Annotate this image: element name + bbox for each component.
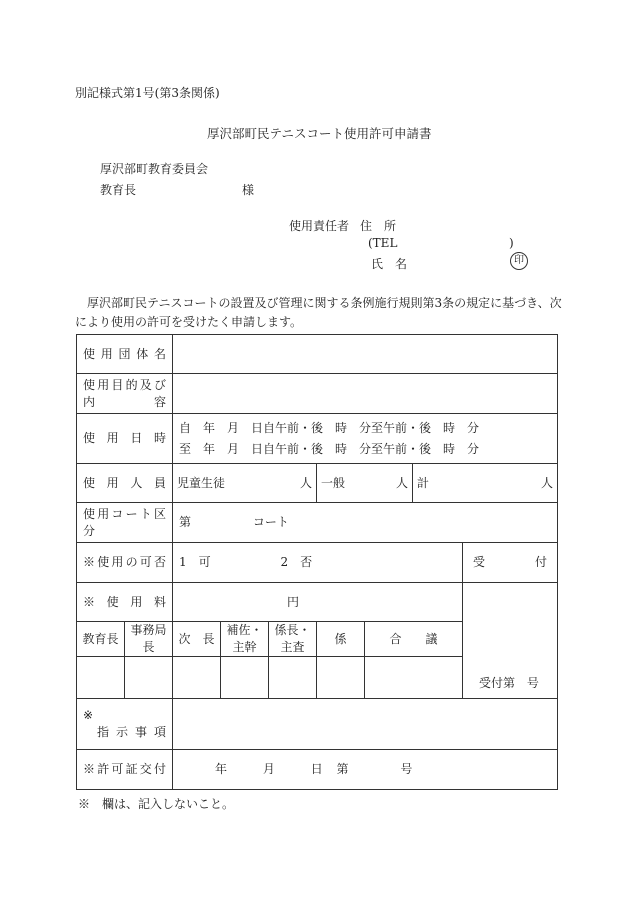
- row-fee: [77, 583, 558, 622]
- stamp-box: [221, 657, 269, 699]
- datetime-line1: 自 年 月 日自午前・後 時 分至午前・後 時 分: [179, 420, 480, 435]
- applicant-tel-open: (TEL: [368, 236, 398, 250]
- receipt-header: [463, 543, 558, 583]
- permit-day: 日: [310, 762, 323, 776]
- receipt-no-label: 受付第: [479, 676, 516, 690]
- group-name-field[interactable]: [173, 335, 558, 374]
- approver-6-line1: 合 議: [389, 631, 438, 646]
- approver-header: [365, 622, 463, 657]
- approver-header: [173, 622, 221, 657]
- people-total-unit: 人: [541, 475, 554, 490]
- people-general-label: 一般: [321, 475, 346, 490]
- fee-unit: 円: [287, 594, 300, 609]
- receipt-no-unit: 号: [526, 676, 539, 690]
- court-field[interactable]: [173, 503, 558, 543]
- seal-mark: 印: [510, 252, 528, 270]
- purpose-label-2a: 内: [83, 394, 96, 409]
- applicant-address-label: 住 所: [360, 219, 397, 233]
- applicant-role-label: 使用責任者: [289, 219, 350, 233]
- approver-1-line1: 事務局: [130, 623, 167, 637]
- purpose-label-2b: 容: [154, 394, 167, 409]
- group-name-label: 使用団体名: [77, 335, 173, 374]
- purpose-label-line1: 使用目的及び: [83, 377, 167, 392]
- instructions-field: [173, 699, 558, 750]
- purpose-label-line2: [77, 394, 172, 411]
- row-permit: [77, 750, 558, 790]
- people-child-field[interactable]: [173, 464, 317, 503]
- datetime-label: 使用日時: [77, 414, 173, 464]
- stamp-box: [365, 657, 463, 699]
- approver-header: [221, 622, 269, 657]
- people-label: 使用人員: [77, 464, 173, 503]
- people-general-unit: 人: [396, 475, 409, 490]
- court-label: 使用コート区分: [77, 503, 173, 543]
- stamp-box: [173, 657, 221, 699]
- stamp-box: [77, 657, 125, 699]
- datetime-line2: 至 年 月 日自午前・後 時 分至午前・後 時 分: [179, 441, 480, 456]
- instructions-label-cell: [77, 699, 173, 750]
- approver-1-line2: 長: [142, 640, 155, 654]
- approver-2-line1: 次 長: [178, 631, 215, 646]
- row-approval: [77, 543, 558, 583]
- approval-label: ※使用の可否: [77, 543, 173, 583]
- row-datetime: [77, 414, 558, 464]
- addressee-position: 教育長: [100, 183, 137, 197]
- court-suffix: コート: [252, 515, 289, 529]
- people-child-label: 児童生徒: [177, 475, 226, 490]
- permit-month: 月: [262, 762, 275, 776]
- addressee-org: 厚沢部町教育委員会: [100, 162, 209, 176]
- approver-header: [317, 622, 365, 657]
- row-people: [77, 464, 558, 503]
- row-court: [77, 503, 558, 543]
- form-title: 厚沢部町民テニスコート使用許可申請書: [207, 126, 432, 141]
- approver-header: [77, 622, 125, 657]
- datetime-field[interactable]: [173, 414, 558, 464]
- approval-yes: 1 可: [179, 555, 211, 569]
- permit-no-suffix: 号: [400, 762, 413, 776]
- addressee-honorific: 様: [242, 183, 255, 197]
- fee-label: ※使用料: [77, 583, 173, 622]
- purpose-label-cell: [77, 374, 173, 414]
- people-general-field[interactable]: [317, 464, 413, 503]
- approver-4-line2: 主査: [280, 640, 305, 654]
- body-text-line2: により使用の許可を受けたく申請します。: [75, 315, 303, 329]
- instructions-label: 指示事項: [97, 725, 167, 739]
- approval-no: 2 否: [280, 555, 313, 569]
- approver-header: [269, 622, 317, 657]
- approval-field: [173, 543, 463, 583]
- stamp-box: [317, 657, 365, 699]
- approver-3-line2: 主幹: [232, 640, 257, 654]
- permit-field: [173, 750, 558, 790]
- instructions-mark: ※: [83, 708, 94, 722]
- purpose-field[interactable]: [173, 374, 558, 414]
- approver-4-line1: 係長・: [274, 623, 311, 637]
- receipt-b: 付: [535, 555, 548, 569]
- body-text-line1: 厚沢部町民テニスコートの設置及び管理に関する条例施行規則第3条の規定に基づき、次: [87, 296, 562, 310]
- people-total-label: 計: [417, 475, 430, 490]
- footnote: ※ 欄は、記入しないこと。: [78, 797, 235, 811]
- people-child-unit: 人: [300, 475, 313, 490]
- receipt-stamp-area: [463, 583, 558, 699]
- approver-3-line1: 補佐・: [226, 623, 263, 637]
- approver-0-line1: 教育長: [82, 631, 119, 646]
- court-prefix: 第: [179, 515, 192, 529]
- permit-label: ※許可証交付: [77, 750, 173, 790]
- people-total-field[interactable]: [413, 464, 558, 503]
- permit-year: 年: [215, 762, 228, 776]
- row-group-name: [77, 335, 558, 374]
- form-number: 別記様式第1号(第3条関係): [75, 86, 220, 100]
- applicant-tel-close: ): [509, 236, 514, 250]
- approver-header: [125, 622, 173, 657]
- approver-5-line1: 係: [334, 631, 347, 646]
- permit-no-prefix: 第: [336, 762, 349, 776]
- fee-field: [173, 583, 463, 622]
- stamp-box: [125, 657, 173, 699]
- receipt-a: 受: [473, 555, 486, 569]
- stamp-box: [269, 657, 317, 699]
- row-purpose: [77, 374, 558, 414]
- application-form-table: [76, 334, 558, 790]
- row-instructions: [77, 699, 558, 750]
- applicant-name-label: 氏 名: [371, 257, 408, 271]
